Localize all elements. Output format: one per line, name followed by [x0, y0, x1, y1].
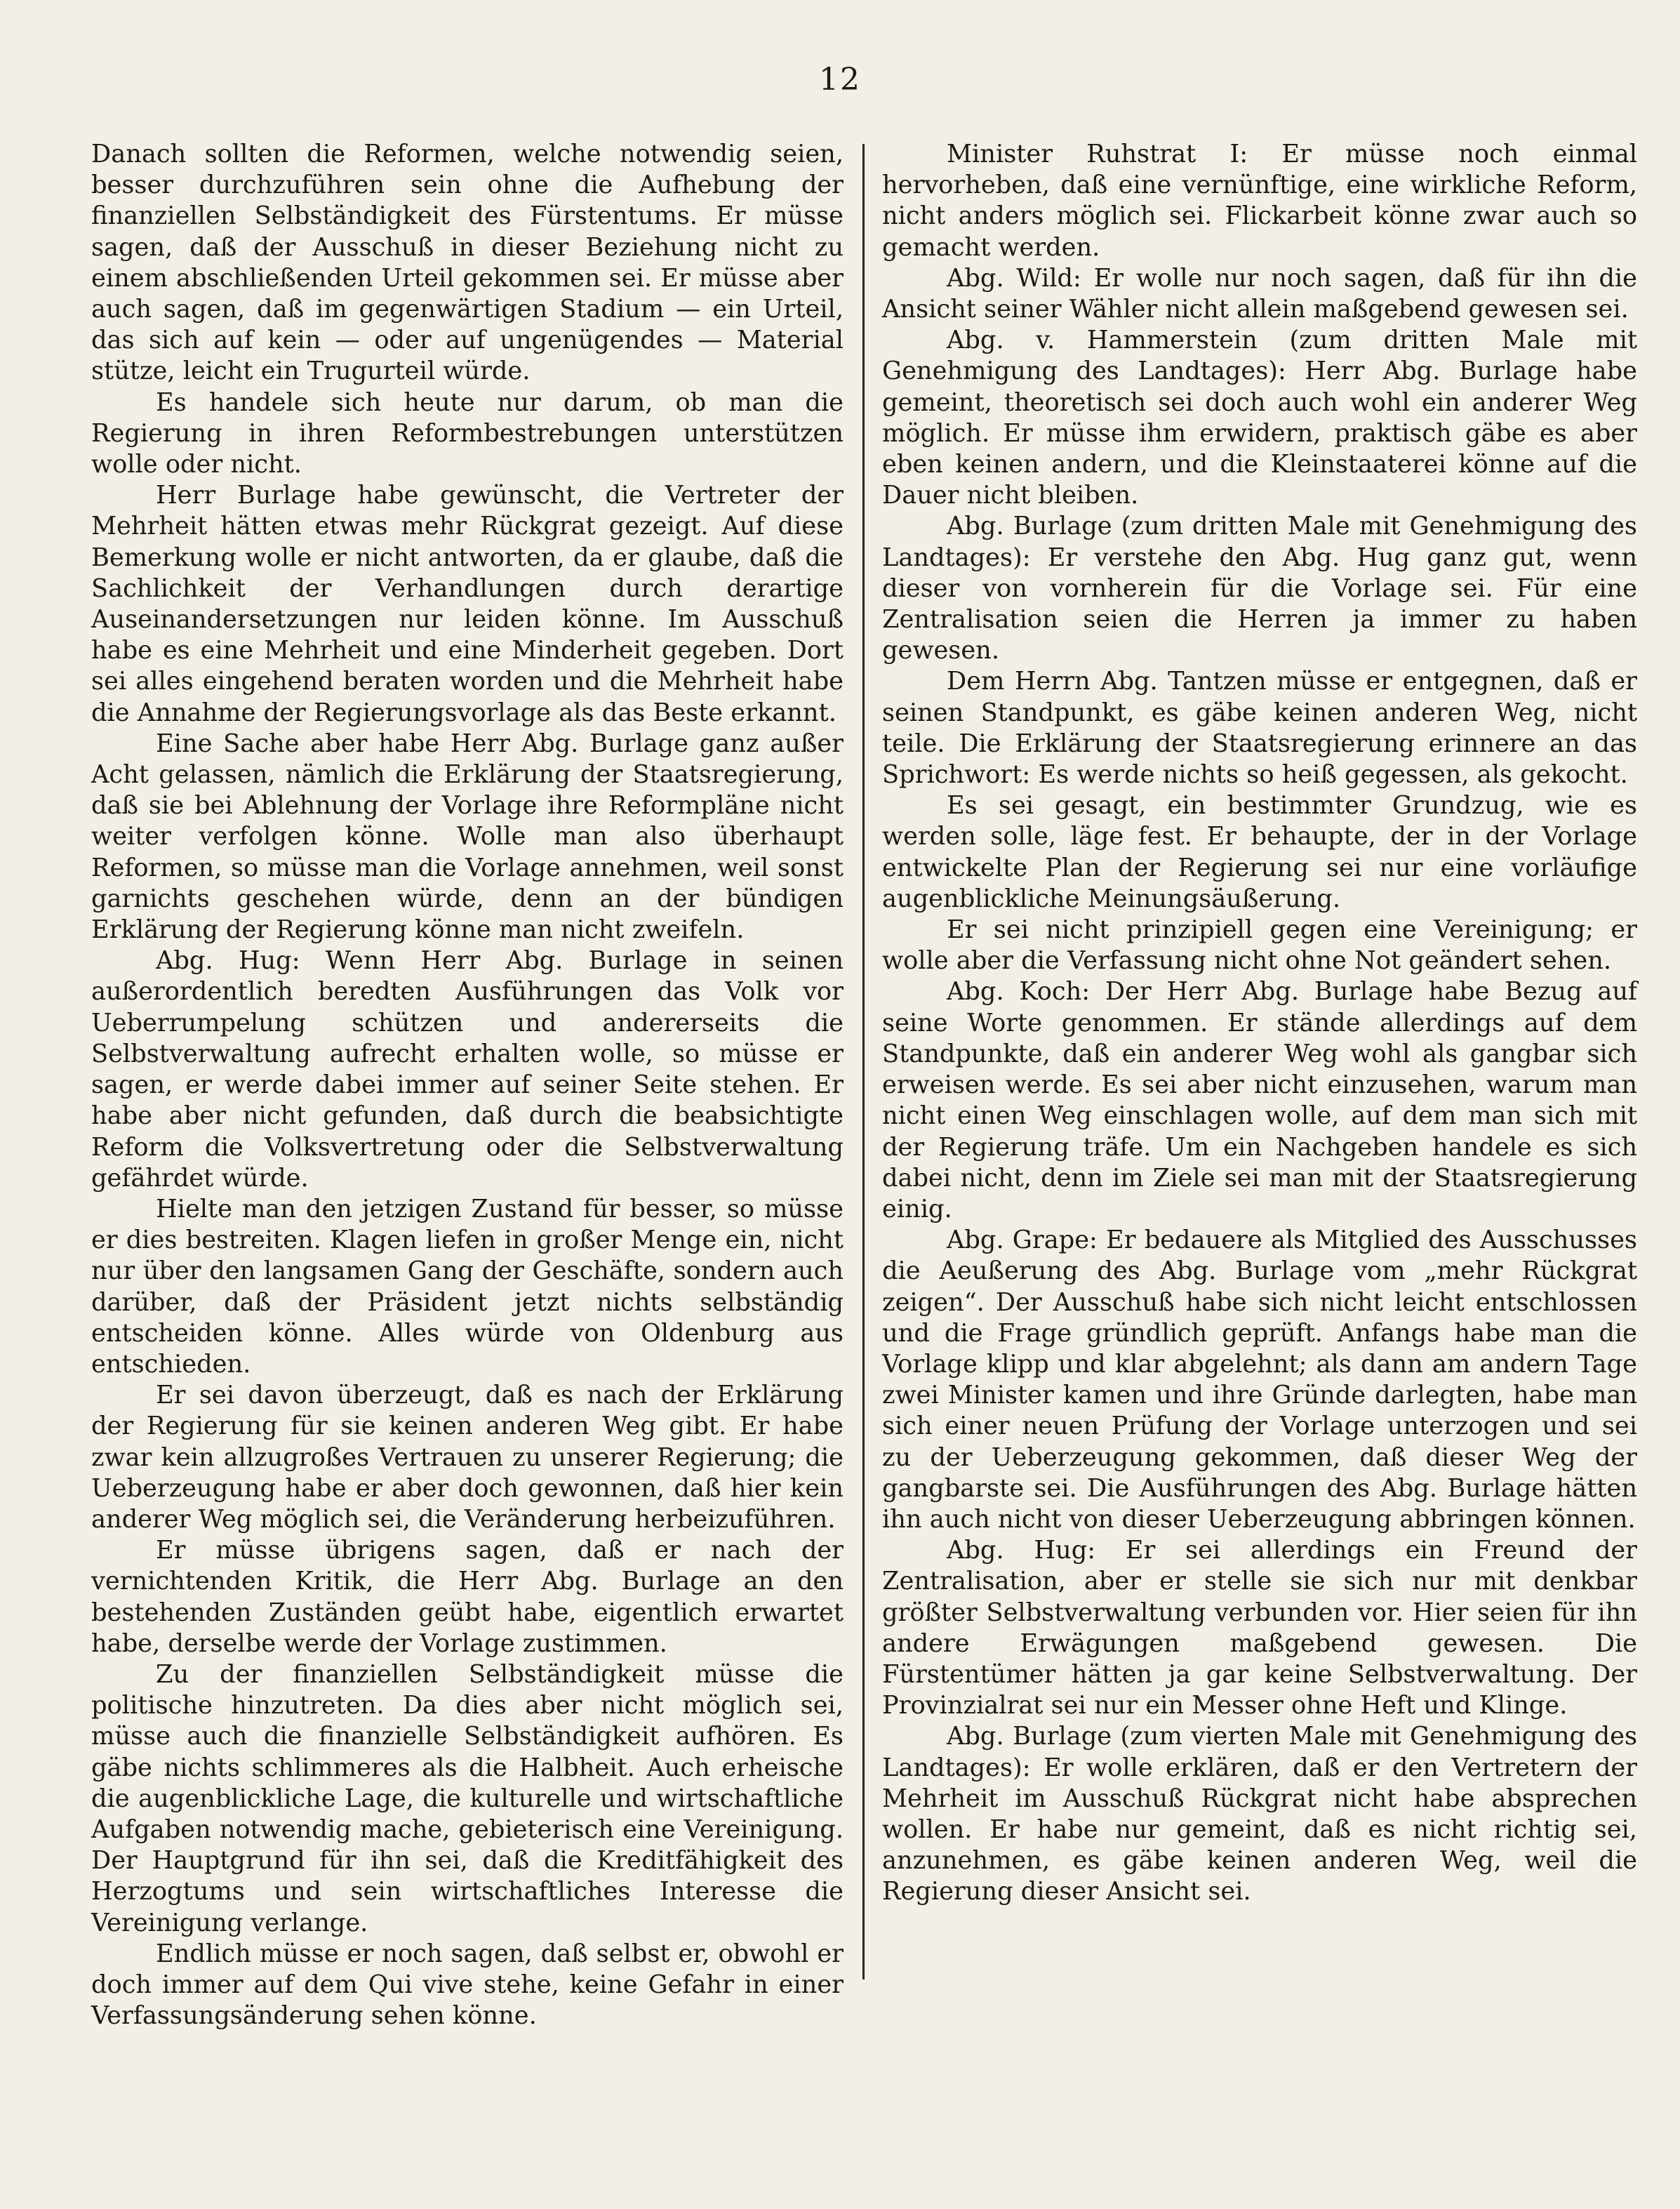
- paragraph: Abg. Wild: Er wolle nur noch sagen, daß für ihn die Ansicht seiner Wähler nicht allein maßgebend gewesen sei.: [882, 263, 1637, 324]
- column-divider: [862, 144, 865, 1979]
- paragraph: Dem Herrn Abg. Tantzen müsse er entgegnen, daß er seinen Standpunkt, es gäbe keinen anderen Weg, nicht teile. Die Erklärung der Staatsregierung erinnere an das Sprichwort: Es werde nichts so heiß gegessen, als gekocht.: [882, 667, 1637, 790]
- right-column: [882, 139, 1637, 1908]
- paragraph: Abg. Burlage (zum vierten Male mit Genehmigung des Landtages): Er wolle erklären, daß er den Vertretern der Mehrheit im Ausschuß Rückgrat nicht habe absprechen wollen. Er habe nur gemeint, daß es nicht richtig sei, anzunehmen, es gäbe keinen anderen Weg, weil die Regierung dieser Ansicht sei.: [882, 1722, 1637, 1906]
- paragraph: Abg. v. Hammerstein (zum dritten Male mit Genehmigung des Landtages): Herr Abg. Burlage habe gemeint, theoretisch sei doch auch wohl ein anderer Weg möglich. Er müsse ihm erwidern, praktisch gäbe es aber eben keinen andern, und die Kleinstaaterei könne auf die Dauer nicht bleiben.: [882, 326, 1637, 510]
- paragraph: Endlich müsse er noch sagen, daß selbst er, obwohl er doch immer auf dem Qui vive stehe, keine Gefahr in einer Verfassungsänderung sehen könne.: [91, 1939, 844, 2031]
- paragraph: Danach sollten die Reformen, welche notwendig seien, besser durchzuführen sein ohne die Aufhebung der finanziellen Selbständigkeit des Fürstentums. Er müsse sagen, daß der Ausschuß in dieser Beziehung nicht zu einem abschließenden Urteil gekommen sei. Er müsse aber auch sagen, daß im gegenwärtigen Stadium — ein Urteil, das sich auf kein — oder auf ungenügendes — Material stütze, leicht ein Trugurteil würde.: [91, 140, 844, 386]
- page-number: 12: [819, 62, 861, 98]
- paragraph: Er sei davon überzeugt, daß es nach der Erklärung der Regierung für sie keinen anderen Weg gibt. Er habe zwar kein allzugroßes Vertrauen zu unserer Regierung; die Ueberzeugung habe er aber doch gewonnen, daß hier kein anderer Weg möglich sei, die Veränderung herbeizuführen.: [91, 1381, 844, 1534]
- paragraph: Abg. Grape: Er bedauere als Mitglied des Ausschusses die Aeußerung des Abg. Burlage vom „mehr Rückgrat zeigen“. Der Ausschuß habe sich nicht leicht entschlossen und die Frage gründlich geprüft. Anfangs habe man die Vorlage klipp und klar abgelehnt; als dann am andern Tage zwei Minister kamen und ihre Gründe darlegten, habe man sich einer neuen Prüfung der Vorlage unterzogen und sei zu der Ueberzeugung gekommen, daß dieser Weg der gangbarste sei. Die Ausführungen des Abg. Burlage hätten ihn auch nicht von dieser Ueberzeugung abbringen können.: [882, 1226, 1637, 1534]
- paragraph: Er sei nicht prinzipiell gegen eine Vereinigung; er wolle aber die Verfassung nicht ohne Not geändert sehen.: [882, 915, 1637, 976]
- paragraph: Herr Burlage habe gewünscht, die Vertreter der Mehrheit hätten etwas mehr Rückgrat gezeigt. Auf diese Bemerkung wolle er nicht antworten, da er glaube, daß die Sachlichkeit der Verhandlungen durch derartige Auseinandersetzungen nur leiden könne. Im Ausschuß habe es eine Mehrheit und eine Minderheit gegeben. Dort sei alles eingehend beraten worden und die Mehrheit habe die Annahme der Regierungsvorlage als das Beste erkannt.: [91, 481, 844, 727]
- paragraph: Abg. Hug: Wenn Herr Abg. Burlage in seinen außerordentlich beredten Ausführungen das Volk vor Ueberrumpelung schützen und andererseits die Selbstverwaltung aufrecht erhalten wolle, so müsse er sagen, er werde dabei immer auf seiner Seite stehen. Er habe aber nicht gefunden, daß durch die beabsichtigte Reform die Volksvertretung oder die Selbstverwaltung gefährdet würde.: [91, 946, 844, 1193]
- paragraph: Es handele sich heute nur darum, ob man die Regierung in ihren Reformbestrebungen unterstützen wolle oder nicht.: [91, 387, 844, 479]
- paragraph: Es sei gesagt, ein bestimmter Grundzug, wie es werden solle, läge fest. Er behaupte, der in der Vorlage entwickelte Plan der Regierung sei nur eine vorläufige augenblickliche Meinungsäußerung.: [882, 791, 1637, 913]
- paragraph: Abg. Koch: Der Herr Abg. Burlage habe Bezug auf seine Worte genommen. Er stände allerdings auf dem Standpunkte, daß ein anderer Weg wohl als gangbar sich erweisen werde. Es sei aber nicht einzusehen, warum man nicht einen Weg einschlagen wolle, auf dem man sich mit der Regierung träfe. Um ein Nachgeben handele es sich dabei nicht, denn im Ziele sei man mit der Staatsregierung einig.: [882, 977, 1637, 1223]
- paragraph: Abg. Hug: Er sei allerdings ein Freund der Zentralisation, aber er stelle sie sich nur mit denkbar größter Selbstverwaltung verbunden vor. Hier seien für ihn andere Erwägungen maßgebend gewesen. Die Fürstentümer hätten ja gar keine Selbstverwaltung. Der Provinzialrat sei nur ein Messer ohne Heft und Klinge.: [882, 1536, 1637, 1720]
- left-column: [91, 139, 844, 2031]
- paragraph: Minister Ruhstrat I: Er müsse noch einmal hervorheben, daß eine vernünftige, eine wirkliche Reform, nicht anders möglich sei. Flickarbeit könne zwar auch so gemacht werden.: [882, 140, 1637, 262]
- paragraph: Hielte man den jetzigen Zustand für besser, so müsse er dies bestreiten. Klagen liefen in großer Menge ein, nicht nur über den langsamen Gang der Geschäfte, sondern auch darüber, daß der Präsident jetzt nichts selbständig entscheiden könne. Alles würde von Oldenburg aus entschieden.: [91, 1194, 844, 1379]
- paragraph: Abg. Burlage (zum dritten Male mit Genehmigung des Landtages): Er verstehe den Abg. Hug ganz gut, wenn dieser von vornherein für die Vorlage sei. Für eine Zentralisation seien die Herren ja immer zu haben gewesen.: [882, 512, 1637, 665]
- paragraph: Eine Sache aber habe Herr Abg. Burlage ganz außer Acht gelassen, nämlich die Erklärung der Staatsregierung, daß sie bei Ablehnung der Vorlage ihre Reformpläne nicht weiter verfolgen könne. Wolle man also überhaupt Reformen, so müsse man die Vorlage annehmen, weil sonst garnichts geschehen würde, denn an der bündigen Erklärung der Regierung könne man nicht zweifeln.: [91, 729, 844, 945]
- paragraph: Zu der finanziellen Selbständigkeit müsse die politische hinzutreten. Da dies aber nicht möglich sei, müsse auch die finanzielle Selbständigkeit aufhören. Es gäbe nichts schlimmeres als die Halbheit. Auch erheische die augenblickliche Lage, die kulturelle und wirtschaftliche Aufgaben notwendig mache, gebieterisch eine Vereinigung. Der Hauptgrund für ihn sei, daß die Kreditfähigkeit des Herzogtums und sein wirtschaftliches Interesse die Vereinigung verlange.: [91, 1659, 844, 1937]
- paragraph: Er müsse übrigens sagen, daß er nach der vernichtenden Kritik, die Herr Abg. Burlage an den bestehenden Zuständen geübt habe, eigentlich erwartet habe, derselbe werde der Vorlage zustimmen.: [91, 1536, 844, 1658]
